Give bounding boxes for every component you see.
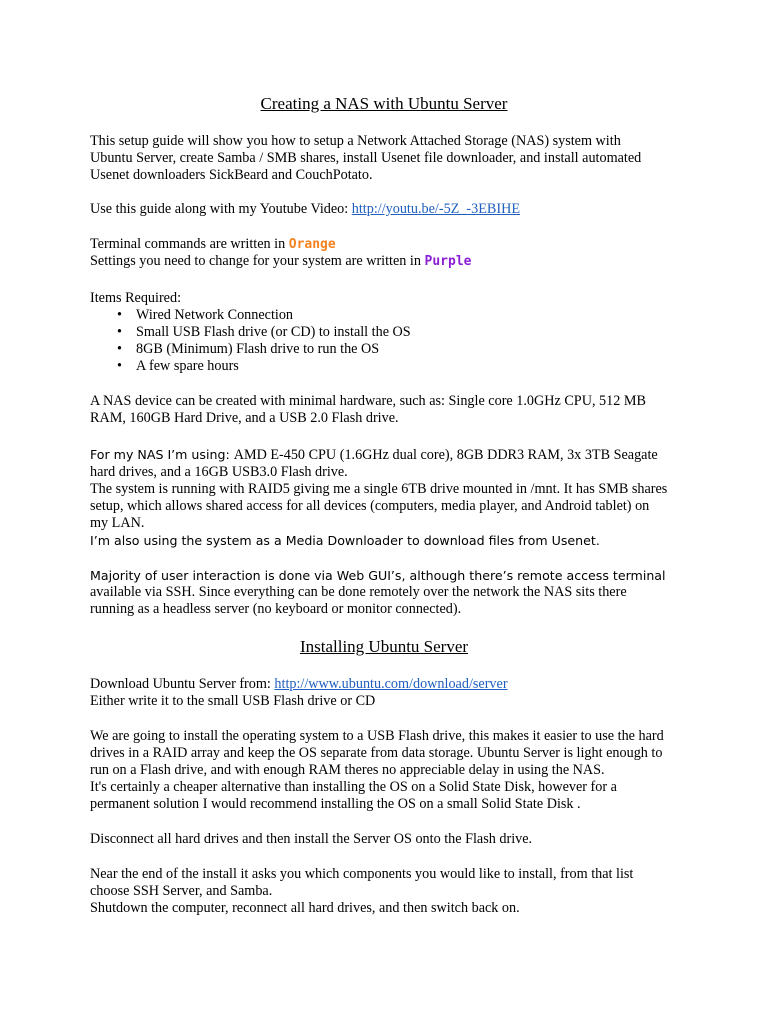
my-nas-intro: For my NAS I’m using: [90,447,234,462]
terminal-legend-text: Terminal commands are written in [90,236,289,252]
video-prefix: Use this guide along with my Youtube Video: [90,201,352,217]
youtube-video-link[interactable]: http://youtu.be/-5Z_-3EBIHE [351,201,521,217]
section-title-installing-ubuntu: Installing Ubuntu Server [299,637,469,656]
disconnect-paragraph: Disconnect all hard drives and then install the Server OS onto the Flash drive. [90,831,533,847]
settings-legend-text: Settings you need to change for your system are written in [90,253,425,269]
components-paragraph: Near the end of the install it asks you which components you would like to install, from that list choose SSH Server, and Samba. Shutdown the computer, reconnect all hard drives, and then switch back on. [90,866,634,916]
ubuntu-download-link[interactable]: http://www.ubuntu.com/download/server [274,676,508,692]
items-heading: Items Required: [90,290,182,306]
bullet-icon: • [117,307,122,323]
install-flash-paragraph: We are going to install the operating system to a USB Flash drive, this makes it easier to use the hard drives in a RAID array and keep the OS separate from data storage. Ubuntu Server is light enough to run on a Flash drive, and with enough RAM theres no appreciable delay in using the NAS. It's certainly a cheaper alternative than installing the OS on a Solid State Disk, however for a permanent solution I would recommend installing the OS on a small Solid State Disk . [90,728,664,812]
video-paragraph [90,201,690,218]
hardware-paragraph: A NAS device can be created with minimal hardware, such as: Single core 1.0GHz CPU, 512 MB RAM, 160GB Hard Drive, and a USB 2.0 Flash drive. [90,393,646,426]
my-nas-paragraph: For my NAS I’m using: AMD E-450 CPU (1.6GHz dual core), 8GB DDR3 RAM, 3x 3TB Seagate hard drives, and a 16GB USB3.0 Flash drive. The system is running with RAID5 giving me a single 6TB drive mounted in /mnt. It has SMB shares setup, which allows shared access for all devices (computers, media player, and Android tablet) on my LAN. I’m also using the system as a Media Downloader to download files from Usenet. [90,447,668,548]
list-item: • Small USB Flash drive (or CD) to install the OS [117,324,411,340]
items-required-list [90,307,411,375]
orange-keyword: Orange [288,237,336,252]
list-item: • 8GB (Minimum) Flash drive to run the OS [117,341,380,357]
intro-line: Ubuntu Server, create Samba / SMB shares, install Usenet file downloader, and install automated [90,150,642,166]
list-item: • A few spare hours [117,358,239,374]
bullet-icon: • [117,324,122,340]
intro-paragraph [90,133,690,184]
download-paragraph: Download Ubuntu Server from: http://www.ubuntu.com/download/server Either write it to the small USB Flash drive or CD [90,676,508,709]
intro-line: Usenet downloaders SickBeard and CouchPotato. [90,167,373,183]
interaction-paragraph: Majority of user interaction is done via Web GUI’s, although there’s remote access terminal available via SSH. Since everything can be done remotely over the network the NAS sits there running as a headless server (no keyboard or monitor connected). [90,568,666,617]
bullet-icon: • [117,341,122,357]
page-title: Creating a NAS with Ubuntu Server [260,94,508,113]
list-item: • Wired Network Connection [117,307,294,323]
intro-line: This setup guide will show you how to setup a Network Attached Storage (NAS) system with [90,133,621,149]
color-legend [90,236,690,270]
purple-keyword: Purple [424,254,472,269]
bullet-icon: • [117,358,122,374]
